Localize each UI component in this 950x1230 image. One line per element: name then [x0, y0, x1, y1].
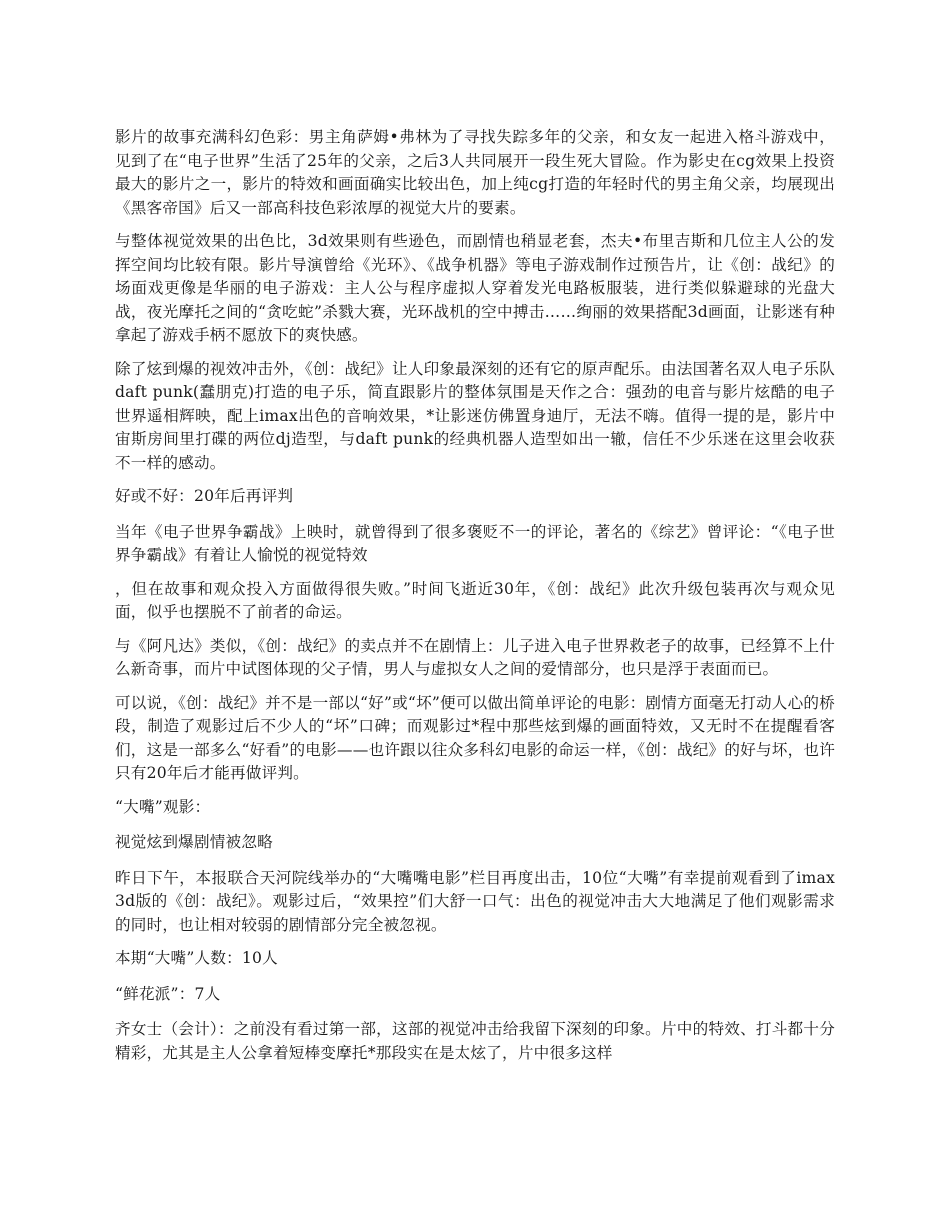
section-heading-judgement: 好或不好：20年后再评判	[115, 487, 294, 505]
paragraph-variety-review-cont: ，但在故事和观众投入方面做得很失败。”时间飞逝近30年，《创：战纪》此次升级包装再次与观众见面，似乎也摆脱不了前者的命运。	[115, 579, 835, 621]
document-body	[115, 126, 835, 1075]
paragraph-ms-qi-review: 齐女士（会计）：之前没有看过第一部，这部的视觉冲击给我留下深刻的印象。片中的特效、打斗都十分精彩，尤其是主人公拿着短棒变摩托*那段实在是太炫了，片中很多这样	[115, 1020, 835, 1062]
paragraph-flower-faction: “鲜花派”：7人	[115, 984, 221, 1003]
paragraph-story-intro: 影片的故事充满科幻色彩：男主角萨姆•弗林为了寻找失踪多年的父亲，和女友一起进入格斗游戏中，见到了在“电子世界”生活了25年的父亲，之后3人共同展开一段生死大冒险。作为影史在cg效果上投资最大的影片之一，影片的特效和画面确实比较出色，加上纯cg打造的年轻时代的男主角父亲，均展现出《黑客帝国》后又一部高科技色彩浓厚的视觉大片的要素。	[115, 128, 835, 217]
paragraph-screening-event: 昨日下午，本报联合天河院线举办的“大嘴嘴电影”栏目再度出击，10位“大嘴”有幸提前观看到了imax 3d版的《创：战纪》。观影过后，“效果控”们大舒一口气：出色的视觉冲击大大地满足了他们观影需求的同时，也让相对较弱的剧情部分完全被忽视。	[115, 868, 835, 934]
paragraph-variety-review: 当年《电子世界争霸战》上映时，就曾得到了很多褒贬不一的评论，著名的《综艺》曾评论：“《电子世界争霸战》有着让人愉悦的视觉特效	[115, 522, 835, 564]
paragraph-participant-count: 本期“大嘴”人数：10人	[115, 949, 278, 967]
paragraph-avatar-comparison: 与《阿凡达》类似，《创：战纪》的卖点并不在剧情上：儿子进入电子世界救老子的故事，已经算不上什么新奇事，而片中试图体现的父子情，男人与虚拟女人之间的爱情部分，也只是浮于表面而已。	[115, 636, 835, 678]
paragraph-good-or-bad: 可以说，《创：战纪》并不是一部以“好”或“坏”便可以做出简单评论的电影：剧情方面毫无打动人心的桥段，制造了观影过后不少人的“坏”口碑；而观影过*程中那些炫到爆的画面特效，又无时不在提醒看客们，这是一部多么“好看”的电影——也许跟以往众多科幻电影的命运一样，《创：战纪》的好与坏，也许只有20年后才能再做评判。	[115, 693, 835, 782]
paragraph-soundtrack: 除了炫到爆的视效冲击外，《创：战纪》让人印象最深刻的还有它的原声配乐。由法国著名双人电子乐队daft punk(蠢朋克)打造的电子乐，简直跟影片的整体氛围是天作之合：强劲的电音与影片炫酷的电子世界遥相辉映，配上imax出色的音响效果，*让影迷仿佛置身迪厅，无法不嗨。值得一提的是，影片中宙斯房间里打碟的两位dj造型，与daft punk的经典机器人造型如出一辙，信任不少乐迷在这里会收获不一样的感动。	[115, 359, 835, 472]
section-heading-big-mouth: “大嘴”观影：	[115, 797, 211, 816]
paragraph-3d-effects: 与整体视觉效果的出色比，3d效果则有些逊色，而剧情也稍显老套，杰夫•布里吉斯和几位主人公的发挥空间均比较有限。影片导演曾给《光环》、《战争机器》等电子游戏制作过预告片，让《创：战纪》的场面戏更像是华丽的电子游戏：主人公与程序虚拟人穿着发光电路板服装，进行类似躲避球的光盘大战，夜光摩托之间的“贪吃蛇”杀戮大赛，光环战机的空中搏击……绚丽的效果搭配3d画面，让影迷有种拿起了游戏手柄不愿放下的爽快感。	[115, 232, 835, 344]
section-subheading-visual: 视觉炫到爆剧情被忽略	[115, 833, 273, 851]
